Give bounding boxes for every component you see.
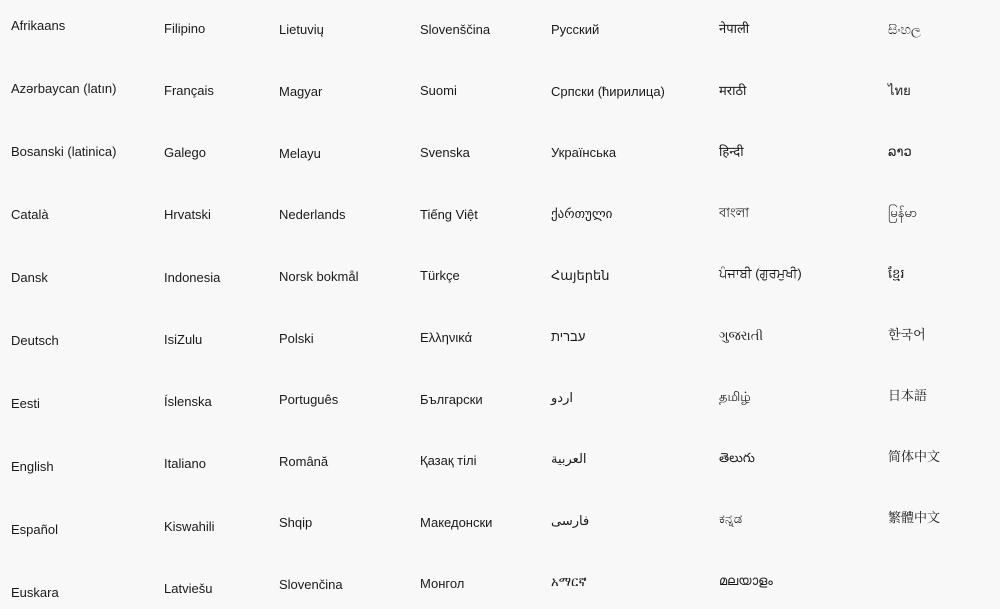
language-option[interactable]: ગુજરાતી: [719, 328, 764, 343]
language-option[interactable]: Lietuvių: [279, 22, 324, 37]
language-option[interactable]: Latviešu: [164, 581, 213, 596]
language-option[interactable]: Italiano: [164, 456, 206, 471]
language-option[interactable]: Монгол: [420, 576, 465, 591]
language-option[interactable]: Filipino: [164, 21, 206, 36]
language-option[interactable]: Nederlands: [279, 207, 346, 222]
language-option[interactable]: ਪੰਜਾਬੀ (ਗੁਰਮੁਖੀ): [719, 266, 802, 281]
language-option[interactable]: Azərbaycan (latın): [11, 81, 117, 96]
language-option[interactable]: ខ្មែរ: [888, 266, 905, 281]
language-option[interactable]: Svenska: [420, 145, 470, 160]
language-option[interactable]: ລາວ: [888, 144, 912, 159]
language-option[interactable]: Norsk bokmål: [279, 269, 359, 284]
language-option[interactable]: Indonesia: [164, 270, 221, 285]
language-option[interactable]: தமிழ்: [719, 389, 751, 404]
language-option[interactable]: اردو: [551, 390, 573, 405]
language-option[interactable]: नेपाली: [719, 21, 750, 36]
language-option[interactable]: Íslenska: [164, 394, 212, 409]
language-option[interactable]: 日本語: [888, 388, 928, 403]
language-option[interactable]: Български: [420, 392, 483, 407]
language-option[interactable]: বাংলা: [719, 205, 750, 220]
language-option[interactable]: Kiswahili: [164, 519, 215, 534]
language-option[interactable]: Català: [11, 207, 49, 222]
language-option[interactable]: 繁體中文: [888, 510, 941, 525]
language-option[interactable]: Македонски: [420, 515, 493, 530]
language-option[interactable]: తెలుగు: [719, 450, 755, 465]
language-option[interactable]: ಕನ್ನಡ: [719, 511, 743, 526]
language-option[interactable]: Suomi: [420, 83, 457, 98]
language-option[interactable]: Shqip: [279, 515, 313, 530]
language-option[interactable]: Bosanski (latinica): [11, 144, 117, 159]
language-option[interactable]: ไทย: [888, 83, 911, 98]
language-option[interactable]: Українська: [551, 145, 617, 160]
language-option[interactable]: Română: [279, 454, 329, 469]
language-option[interactable]: العربية: [551, 451, 587, 466]
language-option[interactable]: Српски (ћирилица): [551, 84, 665, 99]
language-option[interactable]: Magyar: [279, 84, 323, 99]
language-option[interactable]: עברית: [551, 329, 586, 344]
language-option[interactable]: မြန်မာ: [888, 205, 918, 220]
language-option[interactable]: Melayu: [279, 146, 321, 161]
language-option[interactable]: മലയാളം: [719, 573, 773, 588]
language-option[interactable]: አማርኛ: [551, 574, 587, 589]
language-option[interactable]: Português: [279, 392, 339, 407]
language-option[interactable]: Türkçe: [420, 268, 460, 283]
language-option[interactable]: Hrvatski: [164, 207, 211, 222]
language-option[interactable]: Русский: [551, 22, 600, 37]
language-option[interactable]: मराठी: [719, 83, 747, 98]
language-option[interactable]: Slovenščina: [420, 22, 491, 37]
language-option[interactable]: Galego: [164, 145, 206, 160]
language-option[interactable]: Afrikaans: [11, 18, 66, 33]
language-option[interactable]: ქართული: [551, 206, 613, 221]
language-option[interactable]: Polski: [279, 331, 314, 346]
language-option[interactable]: 简体中文: [888, 449, 941, 464]
language-option[interactable]: Tiếng Việt: [420, 207, 478, 222]
language-option[interactable]: Français: [164, 83, 214, 98]
language-option[interactable]: Slovenčina: [279, 577, 343, 592]
language-option[interactable]: IsiZulu: [164, 332, 203, 347]
language-option[interactable]: Eesti: [11, 396, 40, 411]
language-option[interactable]: Dansk: [11, 270, 48, 285]
language-option[interactable]: Euskara: [11, 585, 59, 600]
language-option[interactable]: Ελληνικά: [420, 330, 473, 345]
language-option[interactable]: 한국어: [888, 327, 926, 342]
language-option[interactable]: Հայերեն: [551, 268, 610, 283]
language-option[interactable]: Español: [11, 522, 58, 537]
language-option[interactable]: Deutsch: [11, 333, 59, 348]
language-option[interactable]: සිංහල: [888, 22, 921, 37]
language-option[interactable]: English: [11, 459, 54, 474]
language-option[interactable]: हिन्दी: [719, 144, 744, 159]
language-option[interactable]: Қазақ тілі: [420, 453, 477, 468]
language-option[interactable]: فارسی: [551, 513, 590, 528]
